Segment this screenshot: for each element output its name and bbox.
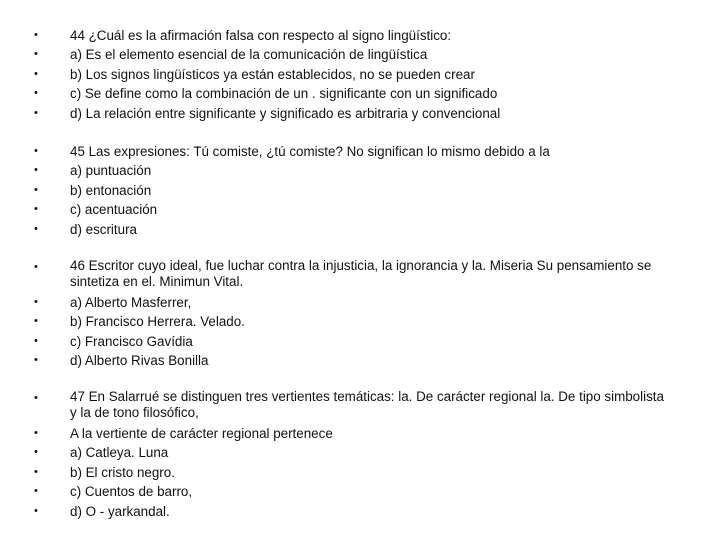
question-45-stem: • 45 Las expresiones: Tú comiste, ¿tú comiste? No significan lo mismo debido a la [34,142,674,161]
question-45-option-a: • a) puntuación [34,161,674,180]
question-46-option-c: • c) Francisco Gavídia [34,332,674,351]
question-47-option-c: • c) Cuentos de barro, [34,482,674,501]
question-46-option-b: • b) Francisco Herrera. Velado. [34,312,674,331]
question-45-option-b: • b) entonación [34,181,674,200]
question-45-option-c: • c) acentuación [34,200,674,219]
question-44-option-b: • b) Los signos lingüísticos ya están establecidos, no se pueden crear [34,65,674,84]
question-47-option-d: • d) O - yarkandal. [34,502,674,521]
question-45 [34,142,674,239]
question-47-option-b: • b) El cristo negro. [34,463,674,482]
question-44-stem: • 44 ¿Cuál es la afirmación falsa con respecto al signo lingüístico: [34,26,674,45]
question-44 [34,26,674,123]
question-47-option-a: • a) Catleya. Luna [34,443,674,462]
question-47 [34,389,674,521]
question-46-option-d: • d) Alberto Rivas Bonilla [34,351,674,370]
question-46-option-a: • a) Alberto Masferrer, [34,293,674,312]
question-44-option-a: • a) Es el elemento esencial de la comunicación de lingüística [34,45,674,64]
question-47-prompt: • A la vertiente de carácter regional pertenece [34,424,674,443]
question-46-stem: • 46 Escritor cuyo ideal, fue luchar contra la injusticia, la ignorancia y la. Miseria Su pensamiento se sintetiza en el. Minimun Vital. [34,258,674,293]
question-45-option-d: • d) escritura [34,220,674,239]
question-44-option-d: • d) La relación entre significante y significado es arbitraria y convencional [34,104,674,123]
question-44-option-c: • c) Se define como la combinación de un . significante con un significado [34,84,674,103]
question-46 [34,258,674,371]
question-47-stem: • 47 En Salarrué se distinguen tres vertientes temáticas: la. De carácter regional la. De tipo simbolista y la de tono filosófico, [34,389,674,424]
